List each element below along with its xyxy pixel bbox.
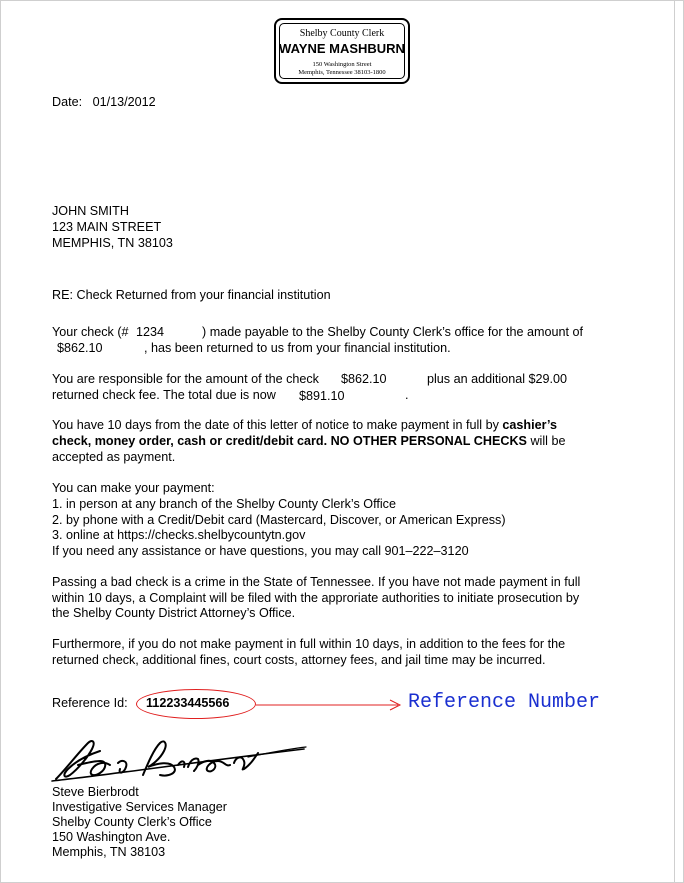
total-end: . xyxy=(405,388,409,402)
recipient-street: 123 MAIN STREET xyxy=(52,220,162,234)
signer-city: Memphis, TN 38103 xyxy=(52,845,166,859)
notice-line-1 xyxy=(52,418,557,433)
seal-city: Memphis, Tennessee 38103-1800 xyxy=(298,69,386,76)
responsible-amount: $862.10 xyxy=(341,372,387,386)
payment-option-2: 2. by phone with a Credit/Debit card (Mastercard, Discover, or American Express) xyxy=(52,513,506,527)
subject-line: RE: Check Returned from your financial institution xyxy=(52,288,331,302)
signer-office: Shelby County Clerk’s Office xyxy=(52,815,212,829)
check-text-2: ) made payable to the Shelby County Clerk’s office for the amount of xyxy=(202,325,584,339)
reference-number-annotation: Reference Number xyxy=(408,691,601,714)
signature-image xyxy=(48,735,308,785)
recipient-name: JOHN SMITH xyxy=(52,204,129,218)
clerk-seal xyxy=(274,18,410,84)
reference-label: Reference Id: xyxy=(52,696,128,710)
seal-office-name: Shelby County Clerk xyxy=(299,28,385,39)
crime-line-1: Passing a bad check is a crime in the State of Tennessee. If you have not made payment in full xyxy=(52,575,581,589)
date-value: 01/13/2012 xyxy=(92,95,156,109)
help-line: If you need any assistance or have questions, you may call 901–222–3120 xyxy=(52,544,469,558)
further-line-2: returned check, additional fines, court costs, attorney fees, and jail time may be incurred. xyxy=(52,653,546,667)
crime-line-2: within 10 days, a Complaint will be filed with the approriate authorities to initiate prosecution by xyxy=(52,591,580,605)
notice-line-3: accepted as payment. xyxy=(52,450,176,464)
responsible-text-2: plus an additional $29.00 xyxy=(427,372,568,386)
payment-option-1: 1. in person at any branch of the Shelby County Clerk’s Office xyxy=(52,497,396,511)
check-text-1: Your check (# xyxy=(52,325,129,339)
payment-intro: You can make your payment: xyxy=(52,481,215,495)
further-line-1: Furthermore, if you do not make payment in full within 10 days, in addition to the fees for the xyxy=(52,637,566,651)
page-edge-line xyxy=(674,0,675,883)
total-due: $891.10 xyxy=(299,389,345,403)
reference-id: 112233445566 xyxy=(146,696,230,710)
check-text-3: , has been returned to us from your financial institution. xyxy=(144,341,451,355)
signer-street: 150 Washington Ave. xyxy=(52,830,171,844)
seal-street: 150 Washington Street xyxy=(312,61,372,68)
seal-clerk-name: WAYNE MASHBURN xyxy=(279,41,405,56)
responsible-text-1: You are responsible for the amount of the check xyxy=(52,372,319,386)
check-number: 1234 xyxy=(136,325,165,339)
notice-line-2-bold: check, money order, cash or credit/debit card. NO OTHER PERSONAL CHECKS xyxy=(52,434,527,448)
payment-option-3: 3. online at https://checks.shelbycountytn.gov xyxy=(52,528,306,542)
check-amount: $862.10 xyxy=(57,341,103,355)
reference-arrow-icon xyxy=(256,698,406,712)
date-label: Date: xyxy=(52,95,83,109)
signer-title: Investigative Services Manager xyxy=(52,800,227,814)
notice-line-1-bold: cashier’s xyxy=(502,418,557,432)
crime-line-3: the Shelby County District Attorney’s Office. xyxy=(52,606,296,620)
signer-name: Steve Bierbrodt xyxy=(52,785,139,799)
responsible-text-3: returned check fee. The total due is now xyxy=(52,388,276,402)
date-line xyxy=(52,95,156,110)
notice-line-1-text: You have 10 days from the date of this letter of notice to make payment in full by xyxy=(52,418,499,432)
notice-line-2-text: will be xyxy=(530,434,566,448)
recipient-city: MEMPHIS, TN 38103 xyxy=(52,236,173,250)
notice-line-2 xyxy=(52,434,565,449)
